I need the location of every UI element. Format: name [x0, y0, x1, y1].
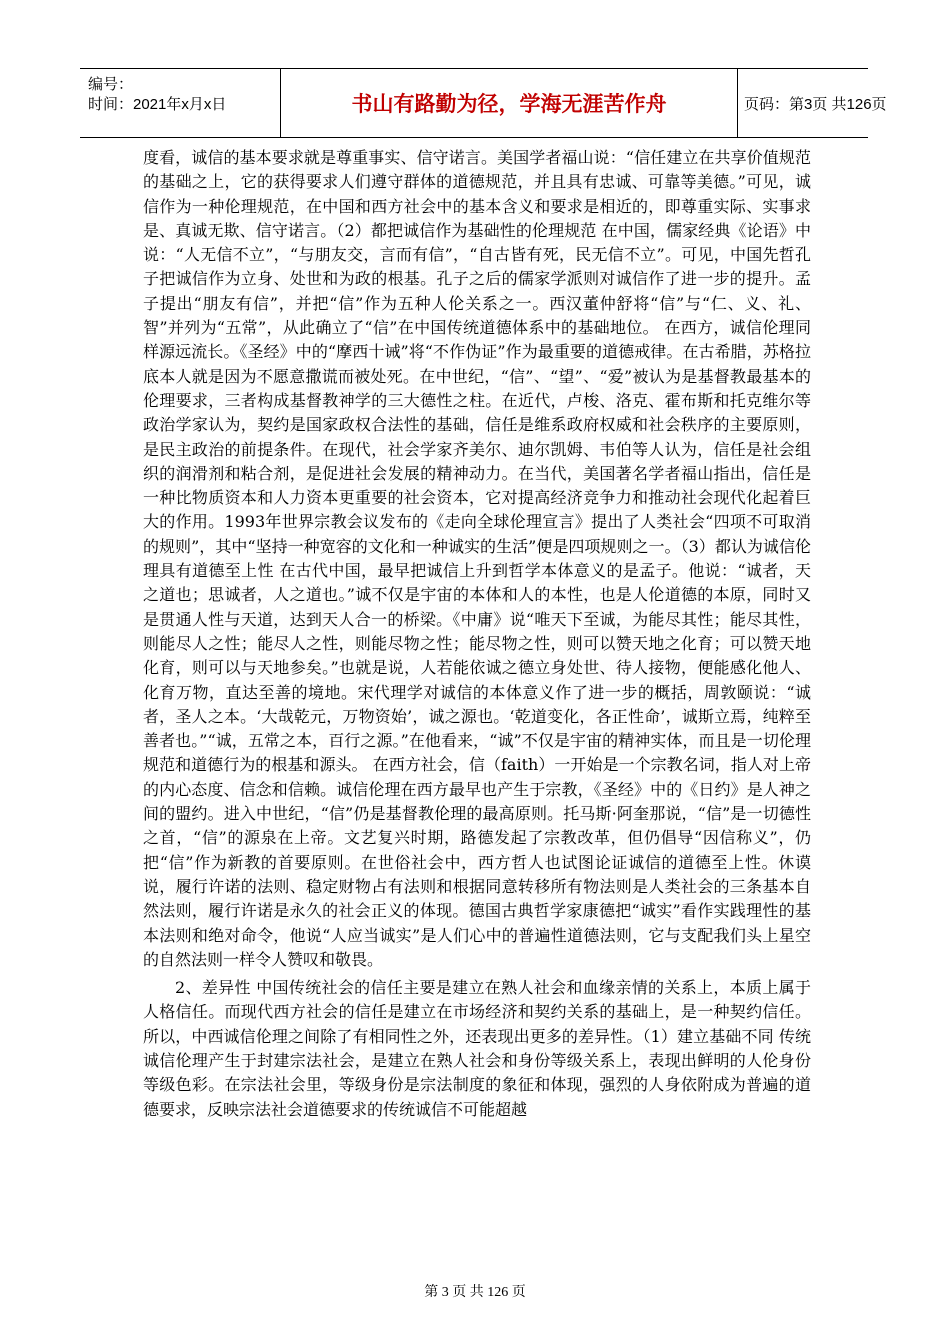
body-paragraph-2: 2、差异性 中国传统社会的信任主要是建立在熟人社会和血缘亲情的关系上，本质上属于人格信任。而现代西方社会的信任是建立在市场经济和契约关系的基础上，是一种契约信任。所以，中西诚信伦理之间除了有相同性之外，还表现出更多的差异性。（1）建立基础不同 传统诚信伦理产生于封建宗法社会，是建立在熟人社会和身份等级关系上，表现出鲜明的人伦身份等级色彩。在宗法社会里，等级身份是宗法制度的象征和体现，强烈的人身依附成为普遍的道德要求，反映宗法社会道德要求的传统诚信不可能超越 [143, 978, 811, 1119]
body-paragraph-1: 度看，诚信的基本要求就是尊重事实、信守诺言。美国学者福山说：“信任建立在共享价值规范的基础之上，它的获得要求人们遵守群体的道德规范，并且具有忠诚、可靠等美德。”可见，诚信作为一种伦理规范，在中国和西方社会中的基本含义和要求是相近的，即尊重实际、实事求是、真诚无欺、信守诺言。（2）都把诚信作为基础性的伦理规范 在中国，儒家经典《论语》中说：“人无信不立”，“与朋友交，言而有信”，“自古皆有死，民无信不立”。可见，中国先哲孔子把诚信作为立身、处世和为政的根基。孔子之后的儒家学派则对诚信作了进一步的提升。孟子提出“朋友有信”，并把“信”作为五种人伦关系之一。西汉董仲舒将“信”与“仁、义、礼、智”并列为“五常”，从此确立了“信”在中国传统道德体系中的基础地位。 在西方，诚信伦理同样源远流长。《圣经》中的“摩西十诫”将“不作伪证”作为最重要的道德戒律。在古希腊，苏格拉底本人就是因为不愿意撒谎而被处死。在中世纪，“信”、“望”、“爱”被认为是基督教最基本的伦理要求，三者构成基督教神学的三大德性之柱。在近代，卢梭、洛克、霍布斯和托克维尔等政治学家认为，契约是国家政权合法性的基础，信任是维系政府权威和社会秩序的主要原则，是民主政治的前提条件。在现代，社会学家齐美尔、迪尔凯姆、韦伯等人认为，信任是社会组织的润滑剂和粘合剂，是促进社会发展的精神动力。在当代，美国著名学者福山指出，信任是一种比物质资本和人力资本更重要的社会资本，它对提高经济竞争力和推动社会现代化起着巨大的作用。1993年世界宗教会议发布的《走向全球伦理宣言》提出了人类社会“四项不可取消的规则”，其中“坚持一种宽容的文化和一种诚实的生活”便是四项规则之一。（3）都认为诚信伦理具有道德至上性 在古代中国，最早把诚信上升到哲学本体意义的是孟子。他说：“诚者，天之道也；思诚者，人之道也。”诚不仅是宇宙的本体和人的本性，也是人伦道德的本原，同时又是贯通人性与天道，达到天人合一的桥梁。《中庸》说“唯天下至诚，为能尽其性；能尽其性，则能尽人之性；能尽人之性，则能尽物之性；能尽物之性，则可以赞天地之化育；可以赞天地化育，则可以与天地参矣。”也就是说，人若能依诚之德立身处世、待人接物，便能感化他人、化育万物，直达至善的境地。宋代理学对诚信的本体意义作了进一步的概括，周敦颐说：“诚者，圣人之本。‘大哉乾元，万物资始’，诚之源也。‘乾道变化，各正性命’，诚斯立焉，纯粹至善者也。”“诚，五常之本，百行之源。”在他看来，“诚”不仅是宇宙的精神实体，而且是一切伦理规范和道德行为的根基和源头。 在西方社会，信（faith）一开始是一个宗教名词，指人对上帝的内心态度、信念和信赖。诚信伦理在西方最早也产生于宗教，《圣经》中的《日约》是人神之间的盟约。进入中世纪，“信”仍是基督教伦理的最高原则。托马斯·阿奎那说，“信”是一切德性之首，“信”的源泉在上帝。文艺复兴时期，路德发起了宗教改革，但仍倡导“因信称义”，仍把“信”作为新教的首要原则。在世俗社会中，西方哲人也试图论证诚信的道德至上性。休谟说，履行许诺的法则、稳定财物占有法则和根据同意转移所有物法则是人类社会的三条基本自然法则，履行许诺是永久的社会正义的体现。德国古典哲学家康德把“诚实”看作实践理性的基本法则和绝对命令，他说“人应当诚实”是人们心中的普遍性道德法则，它与支配我们头上星空的自然法则一样令人赞叹和敬畏。 [143, 148, 811, 969]
header-motto-cell [280, 69, 738, 137]
document-number-label: 编号： [88, 76, 134, 93]
header-motto: 书山有路勤为径，学海无涯苦作舟 [351, 92, 667, 116]
document-date: 时间：2021年x月x日 [88, 96, 227, 113]
page-header [80, 68, 887, 138]
document-body [143, 146, 811, 1122]
header-page-code: 页码：第3页 共126页 [744, 96, 887, 113]
page-footer: 第 3 页 共 126 页 [424, 1285, 526, 1300]
header-left-cell [80, 69, 280, 137]
header-right-cell [736, 69, 887, 137]
